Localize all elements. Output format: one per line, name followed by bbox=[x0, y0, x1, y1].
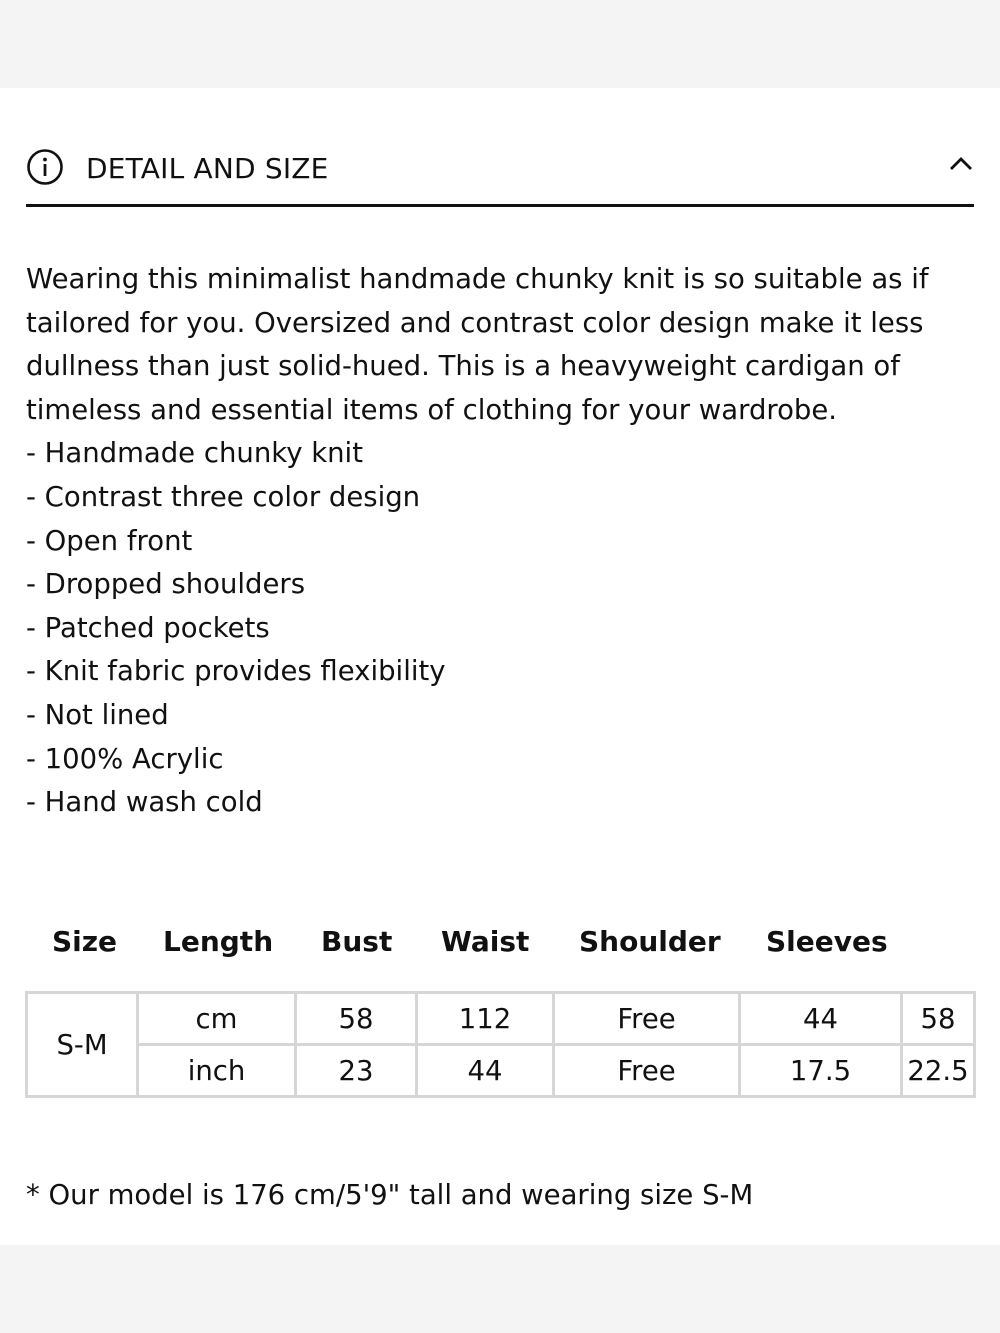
feature-item: - Patched pockets bbox=[26, 611, 270, 644]
feature-item: - Not lined bbox=[26, 698, 169, 731]
feature-item: - Knit fabric provides flexibility bbox=[26, 655, 446, 688]
feature-list bbox=[26, 432, 976, 824]
table-cell: 44 bbox=[740, 993, 902, 1045]
detail-size-accordion-header[interactable] bbox=[26, 148, 974, 207]
header-bust: Bust bbox=[321, 925, 393, 958]
size-chart-header-row bbox=[0, 922, 1000, 962]
table-cell: 58 bbox=[902, 993, 975, 1045]
table-cell: Free bbox=[554, 993, 740, 1045]
info-circle-icon bbox=[26, 148, 64, 186]
feature-item: - Contrast three color design bbox=[26, 480, 421, 513]
header-length: Length bbox=[163, 925, 274, 958]
table-row bbox=[27, 1045, 975, 1097]
feature-item: - Dropped shoulders bbox=[26, 568, 306, 601]
feature-item: - Handmade chunky knit bbox=[26, 437, 363, 470]
header-size: Size bbox=[52, 925, 118, 958]
feature-item: - 100% Acrylic bbox=[26, 742, 224, 775]
table-cell: 17.5 bbox=[740, 1045, 902, 1097]
table-cell: 112 bbox=[417, 993, 554, 1045]
table-cell: 44 bbox=[417, 1045, 554, 1097]
table-row bbox=[27, 993, 975, 1045]
unit-cell: inch bbox=[138, 1045, 296, 1097]
table-cell: Free bbox=[554, 1045, 740, 1097]
unit-cell: cm bbox=[138, 993, 296, 1045]
description-paragraph: Wearing this minimalist handmade chunky knit is so suitable as if tailored for you. Oversized and contrast color design make it less dullness than just solid-hued. This is a heavyweight cardigan of timeless and essential items of clothing for your wardrobe. bbox=[26, 263, 929, 426]
size-chart-table bbox=[25, 991, 976, 1098]
size-cell: S-M bbox=[27, 993, 138, 1097]
chevron-up-icon[interactable] bbox=[948, 154, 974, 172]
product-description bbox=[26, 258, 976, 825]
section-title: DETAIL AND SIZE bbox=[86, 152, 329, 185]
product-detail-panel bbox=[0, 88, 1000, 1245]
feature-item: - Hand wash cold bbox=[26, 786, 263, 819]
table-cell: 23 bbox=[296, 1045, 417, 1097]
table-cell: 22.5 bbox=[902, 1045, 975, 1097]
table-cell: 58 bbox=[296, 993, 417, 1045]
model-size-note: * Our model is 176 cm/5'9" tall and wearing size S-M bbox=[26, 1179, 754, 1211]
header-shoulder: Shoulder bbox=[579, 925, 721, 958]
header-sleeves: Sleeves bbox=[766, 925, 888, 958]
header-waist: Waist bbox=[441, 925, 530, 958]
feature-item: - Open front bbox=[26, 524, 193, 557]
